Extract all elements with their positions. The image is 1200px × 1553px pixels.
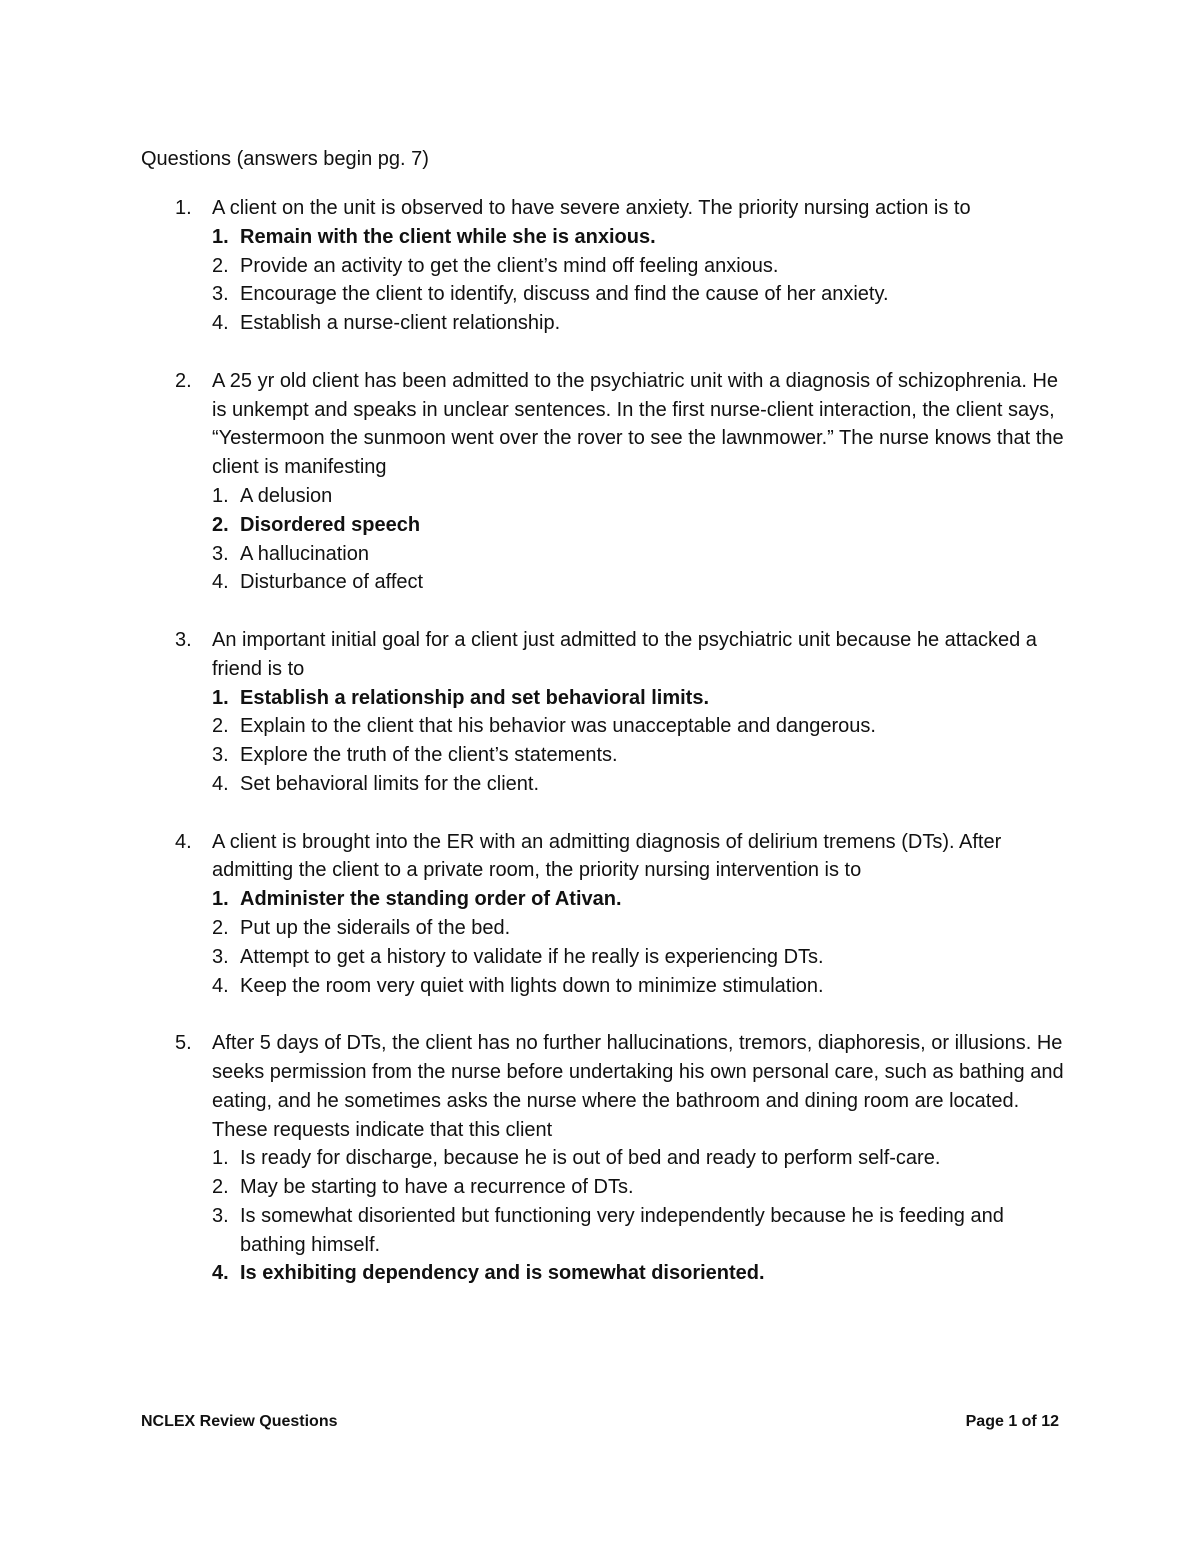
option-correct <box>212 684 1071 713</box>
question-number: 2. <box>175 369 192 392</box>
option-number: 1. <box>212 686 229 709</box>
option-number: 4. <box>212 312 229 335</box>
option-number: 3. <box>212 283 229 306</box>
page-heading: Questions (answers begin pg. 7) <box>141 148 429 170</box>
question-number: 5. <box>175 1032 192 1055</box>
question-stem: A client on the unit is observed to have severe anxiety. The priority nursing action is to <box>212 197 971 219</box>
option-number: 4. <box>212 772 229 795</box>
option-text: Provide an activity to get the client’s mind off feeling anxious. <box>240 254 779 277</box>
option <box>212 309 1071 338</box>
option-correct <box>212 1259 1071 1288</box>
option-number: 2. <box>212 254 229 277</box>
question-4 <box>141 828 1071 1001</box>
option-text: Establish a nurse-client relationship. <box>240 312 561 335</box>
option-number: 2. <box>212 1176 229 1199</box>
option <box>212 1173 1071 1202</box>
option-list <box>212 482 1071 597</box>
option <box>212 770 1071 799</box>
page-number: Page 1 of 12 <box>965 1413 1059 1430</box>
option-number: 1. <box>212 1147 229 1170</box>
option <box>212 280 1071 309</box>
option-number: 4. <box>212 974 229 997</box>
option-text: Is somewhat disoriented but functioning very independently because he is feeding and bathing himself. <box>240 1204 1004 1256</box>
question-3 <box>141 626 1071 799</box>
option-number: 3. <box>212 744 229 767</box>
option-number: 3. <box>212 542 229 565</box>
option-list <box>212 1144 1071 1288</box>
option-list <box>212 885 1071 1000</box>
option-text: A delusion <box>240 484 333 507</box>
option-text: Is ready for discharge, because he is out of bed and ready to perform self-care. <box>240 1147 941 1170</box>
question-stem: A 25 yr old client has been admitted to the psychiatric unit with a diagnosis of schizophrenia. He is unkempt and speaks in unclear sentences. In the first nurse-client interaction, the client says, “Yestermoon the sunmoon went over the rover to see the lawnmower.” The nurse knows that the client is manifesting <box>212 369 1064 479</box>
option <box>212 252 1071 281</box>
option-list <box>212 223 1071 338</box>
option <box>212 712 1071 741</box>
option-number: 2. <box>212 916 229 939</box>
question-stem: An important initial goal for a client just admitted to the psychiatric unit because he attacked a friend is to <box>212 628 1037 680</box>
option-number: 3. <box>212 945 229 968</box>
question-5 <box>141 1029 1071 1288</box>
option <box>212 943 1071 972</box>
question-number: 1. <box>175 197 192 219</box>
option-correct <box>212 885 1071 914</box>
option-number: 3. <box>212 1204 229 1227</box>
question-list <box>141 194 1071 1317</box>
option-text: Keep the room very quiet with lights down to minimize stimulation. <box>240 974 824 997</box>
option-text: Disordered speech <box>240 513 421 536</box>
option-number: 2. <box>212 715 229 738</box>
footer-title: NCLEX Review Questions <box>141 1413 338 1430</box>
option-text: Attempt to get a history to validate if he really is experiencing DTs. <box>240 945 824 968</box>
question-number: 4. <box>175 830 192 853</box>
question-number: 3. <box>175 628 192 651</box>
option-text: Administer the standing order of Ativan. <box>240 888 622 911</box>
option-number: 4. <box>212 571 229 594</box>
option <box>212 1202 1071 1260</box>
option-list <box>212 684 1071 799</box>
option <box>212 540 1071 569</box>
option-text: Explore the truth of the client’s statements. <box>240 744 618 767</box>
question-stem: A client is brought into the ER with an admitting diagnosis of delirium tremens (DTs). After admitting the client to a private room, the priority nursing intervention is to <box>212 830 1002 882</box>
option-correct <box>212 511 1071 540</box>
option <box>212 914 1071 943</box>
option-number: 4. <box>212 1262 229 1285</box>
option-number: 1. <box>212 225 229 248</box>
option-text: Put up the siderails of the bed. <box>240 916 511 939</box>
question-stem: After 5 days of DTs, the client has no further hallucinations, tremors, diaphoresis, or illusions. He seeks permission from the nurse before undertaking his own personal care, such as bathing and eating, and he sometimes asks the nurse where the bathroom and dining room are located. These requests indicate that this client <box>212 1032 1064 1141</box>
option-text: Explain to the client that his behavior was unacceptable and dangerous. <box>240 715 876 738</box>
option-text: A hallucination <box>240 542 369 565</box>
option-number: 2. <box>212 513 229 536</box>
option <box>212 1144 1071 1173</box>
option <box>212 972 1071 1001</box>
option-text: Remain with the client while she is anxious. <box>240 225 656 248</box>
option-text: Set behavioral limits for the client. <box>240 772 540 795</box>
option-number: 1. <box>212 888 229 911</box>
option <box>212 482 1071 511</box>
question-2 <box>141 367 1071 597</box>
option-text: Is exhibiting dependency and is somewhat disoriented. <box>240 1262 765 1285</box>
option-number: 1. <box>212 484 229 507</box>
option-text: May be starting to have a recurrence of DTs. <box>240 1176 634 1199</box>
option-text: Disturbance of affect <box>240 571 424 594</box>
option-text: Encourage the client to identify, discuss and find the cause of her anxiety. <box>240 283 889 306</box>
option <box>212 741 1071 770</box>
option-text: Establish a relationship and set behavioral limits. <box>240 686 710 709</box>
option-correct <box>212 223 1071 252</box>
question-1 <box>141 194 1071 338</box>
option <box>212 568 1071 597</box>
